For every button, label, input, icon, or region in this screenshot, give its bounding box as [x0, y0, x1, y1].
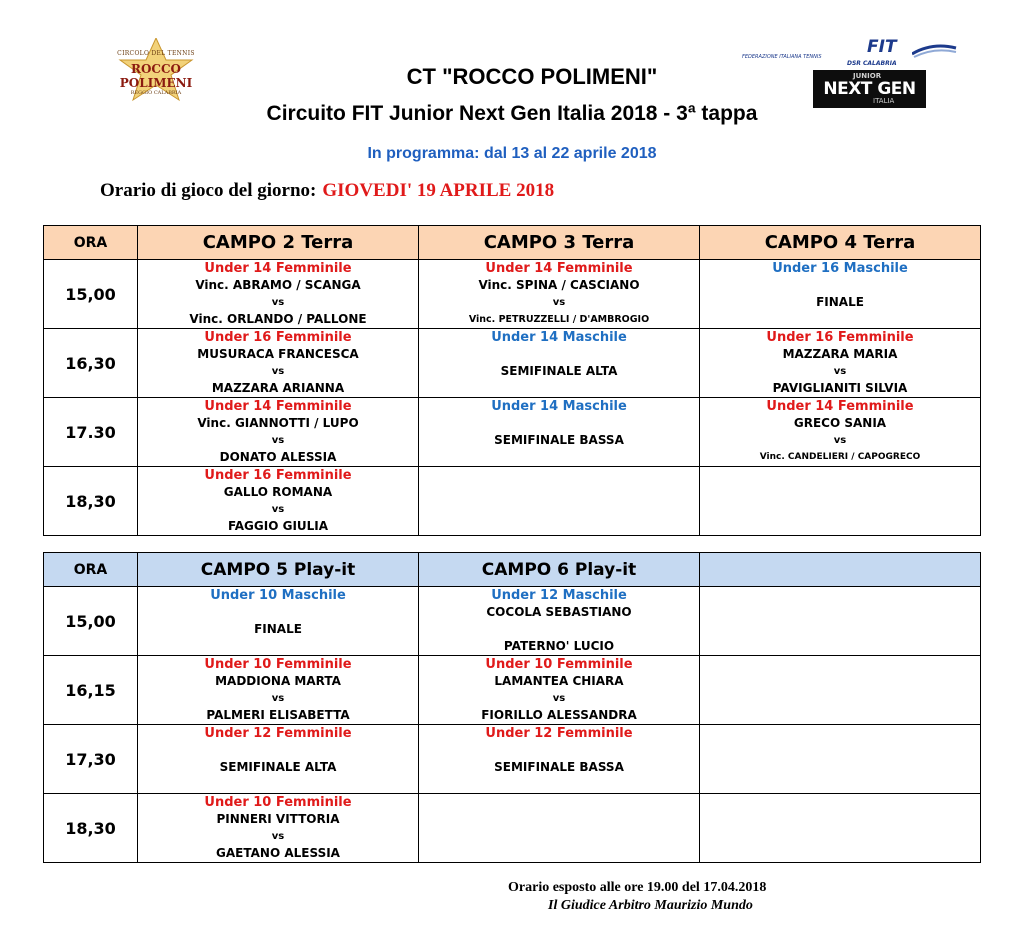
match-vs: vs — [833, 435, 847, 446]
match-cell — [138, 656, 419, 725]
swoosh-icon — [912, 44, 957, 60]
match-category: Under 14 Femminile — [766, 399, 914, 414]
table-header-row — [44, 226, 981, 260]
match-category: Under 12 Femminile — [485, 726, 633, 741]
time-cell: 18,30 — [44, 467, 138, 536]
table-row — [44, 725, 981, 794]
match-vs: vs — [271, 366, 285, 377]
column-header-campo-4: CAMPO 4 Terra — [700, 226, 981, 260]
empty-cell — [700, 656, 981, 725]
match-cell — [138, 587, 419, 656]
club-logo-bottom-text: REGGIO CALABRIA — [130, 90, 182, 96]
column-header-campo-3: CAMPO 3 Terra — [419, 226, 700, 260]
column-header-ora: ORA — [44, 226, 138, 260]
table-header-row — [44, 553, 981, 587]
match-player-2: PAVIGLIANITI SILVIA — [772, 381, 908, 395]
schedule-table-play-it — [43, 552, 981, 863]
fit-logo-region: DSR CALABRIA — [847, 60, 897, 67]
match-category: Under 14 Maschile — [491, 399, 627, 414]
schedule-label: Orario di gioco del giorno: — [100, 180, 317, 201]
match-vs: vs — [271, 831, 285, 842]
match-player-2 — [419, 380, 699, 397]
match-cell — [138, 260, 419, 329]
match-category: Under 12 Femminile — [204, 726, 352, 741]
match-player-2 — [419, 449, 699, 466]
match-player-1: MADDIONA MARTA — [215, 674, 341, 688]
match-cell — [700, 329, 981, 398]
column-header-ora: ORA — [44, 553, 138, 587]
empty-cell — [700, 587, 981, 656]
match-cell — [419, 587, 700, 656]
posted-time-note: Orario esposto alle ore 19.00 del 17.04.2018 — [508, 880, 767, 895]
match-player-1: MUSURACA FRANCESCA — [197, 347, 359, 361]
table-row — [44, 587, 981, 656]
match-category: Under 16 Maschile — [772, 261, 908, 276]
match-player-1: Vinc. SPINA / CASCIANO — [478, 278, 640, 292]
match-category: Under 10 Femminile — [204, 657, 352, 672]
referee-signature: Il Giudice Arbitro Maurizio Mundo — [548, 898, 753, 913]
table-row — [44, 260, 981, 329]
match-player-2: Vinc. ORLANDO / PALLONE — [189, 312, 367, 326]
match-player-2: Vinc. CANDELIERI / CAPOGRECO — [759, 452, 921, 462]
empty-cell — [419, 467, 700, 536]
empty-cell — [700, 467, 981, 536]
match-player-2 — [419, 776, 699, 793]
match-vs: vs — [552, 297, 566, 308]
match-player-2: GAETANO ALESSIA — [216, 846, 340, 860]
match-cell — [419, 398, 700, 467]
time-cell: 16,30 — [44, 329, 138, 398]
match-cell — [419, 329, 700, 398]
match-player-2 — [700, 311, 980, 328]
match-player-2 — [138, 638, 418, 655]
page-title: CT "ROCCO POLIMENI" — [406, 64, 658, 89]
schedule-dateline — [100, 180, 554, 202]
match-player-1: MAZZARA MARIA — [782, 347, 898, 361]
column-header-empty — [700, 553, 981, 587]
match-player-2: PATERNO' LUCIO — [503, 639, 615, 653]
time-cell: 15,00 — [44, 587, 138, 656]
match-vs: vs — [552, 693, 566, 704]
match-round: SEMIFINALE BASSA — [494, 760, 624, 774]
match-cell — [138, 794, 419, 863]
time-cell: 16,15 — [44, 656, 138, 725]
match-player-1: GALLO ROMANA — [223, 485, 333, 499]
time-cell: 17,30 — [44, 725, 138, 794]
column-header-campo-2: CAMPO 2 Terra — [138, 226, 419, 260]
match-cell — [419, 656, 700, 725]
column-header-campo-5: CAMPO 5 Play-it — [138, 553, 419, 587]
empty-cell — [419, 794, 700, 863]
match-player-1: Vinc. GIANNOTTI / LUPO — [197, 416, 359, 430]
match-cell — [138, 467, 419, 536]
match-cell — [700, 398, 981, 467]
match-player-1 — [138, 604, 418, 621]
match-player-1: Vinc. ABRAMO / SCANGA — [195, 278, 361, 292]
time-cell: 15,00 — [44, 260, 138, 329]
nextgen-logo-main: NEXT GEN — [823, 79, 916, 99]
empty-cell — [700, 794, 981, 863]
table-row — [44, 794, 981, 863]
match-cell — [138, 329, 419, 398]
match-round: SEMIFINALE ALTA — [219, 760, 337, 774]
time-cell: 18,30 — [44, 794, 138, 863]
match-cell — [138, 398, 419, 467]
match-category: Under 14 Femminile — [204, 399, 352, 414]
match-vs: vs — [271, 693, 285, 704]
match-category: Under 10 Femminile — [485, 657, 633, 672]
match-category: Under 16 Femminile — [204, 468, 352, 483]
match-cell — [138, 725, 419, 794]
table-row — [44, 329, 981, 398]
match-category: Under 14 Femminile — [204, 261, 352, 276]
match-category: Under 10 Femminile — [204, 795, 352, 810]
fit-logo-mark: FIT — [867, 37, 897, 57]
match-player-2: FIORILLO ALESSANDRA — [481, 708, 637, 722]
match-player-1 — [419, 415, 699, 432]
match-player-1: GRECO SANIA — [793, 416, 887, 430]
match-category: Under 10 Maschile — [210, 588, 346, 603]
match-player-1: COCOLA SEBASTIANO — [486, 605, 632, 619]
empty-cell — [700, 725, 981, 794]
match-category: Under 16 Femminile — [204, 330, 352, 345]
match-player-2: FAGGIO GIULIA — [227, 519, 329, 533]
match-vs: vs — [271, 504, 285, 515]
match-cell — [419, 725, 700, 794]
match-vs: vs — [271, 435, 285, 446]
time-cell: 17.30 — [44, 398, 138, 467]
match-vs — [419, 621, 699, 638]
column-header-campo-6: CAMPO 6 Play-it — [419, 553, 700, 587]
schedule-table-terra — [43, 225, 981, 536]
nextgen-logo-top: JUNIOR — [853, 72, 882, 80]
table-row — [44, 398, 981, 467]
match-player-2: DONATO ALESSIA — [219, 450, 337, 464]
table-row — [44, 467, 981, 536]
match-category: Under 16 Femminile — [766, 330, 914, 345]
club-logo-name: ROCCO POLIMENI — [119, 62, 193, 90]
match-player-2 — [138, 776, 418, 793]
match-player-2: Vinc. PETRUZZELLI / D'AMBROGIO — [468, 314, 650, 325]
match-player-1 — [138, 742, 418, 759]
match-player-1: LAMANTEA CHIARA — [494, 674, 624, 688]
match-round: SEMIFINALE BASSA — [494, 433, 624, 447]
match-round: FINALE — [254, 622, 302, 636]
match-category: Under 12 Maschile — [491, 588, 627, 603]
nextgen-logo-bottom: ITALIA — [873, 97, 895, 105]
match-round: SEMIFINALE ALTA — [500, 364, 618, 378]
table-row — [44, 656, 981, 725]
match-round: FINALE — [816, 295, 864, 309]
match-category: Under 14 Femminile — [485, 261, 633, 276]
match-vs: vs — [833, 366, 847, 377]
match-player-2: PALMERI ELISABETTA — [206, 708, 350, 722]
match-player-1: PINNERI VITTORIA — [216, 812, 340, 826]
match-player-1 — [419, 346, 699, 363]
match-cell — [700, 260, 981, 329]
club-logo-top-text: CIRCOLO DEL TENNIS — [117, 50, 195, 57]
match-cell — [419, 260, 700, 329]
fit-logo-federation: FEDERAZIONE ITALIANA TENNIS — [742, 54, 822, 60]
page-subtitle: Circuito FIT Junior Next Gen Italia 2018 - 3ª tappa — [266, 102, 758, 125]
program-dates: In programma: dal 13 al 22 aprile 2018 — [367, 145, 657, 162]
match-player-1 — [419, 742, 699, 759]
match-player-1 — [700, 277, 980, 294]
match-category: Under 14 Maschile — [491, 330, 627, 345]
match-vs: vs — [271, 297, 285, 308]
match-player-2: MAZZARA ARIANNA — [211, 381, 345, 395]
schedule-date: GIOVEDI' 19 APRILE 2018 — [322, 180, 555, 201]
